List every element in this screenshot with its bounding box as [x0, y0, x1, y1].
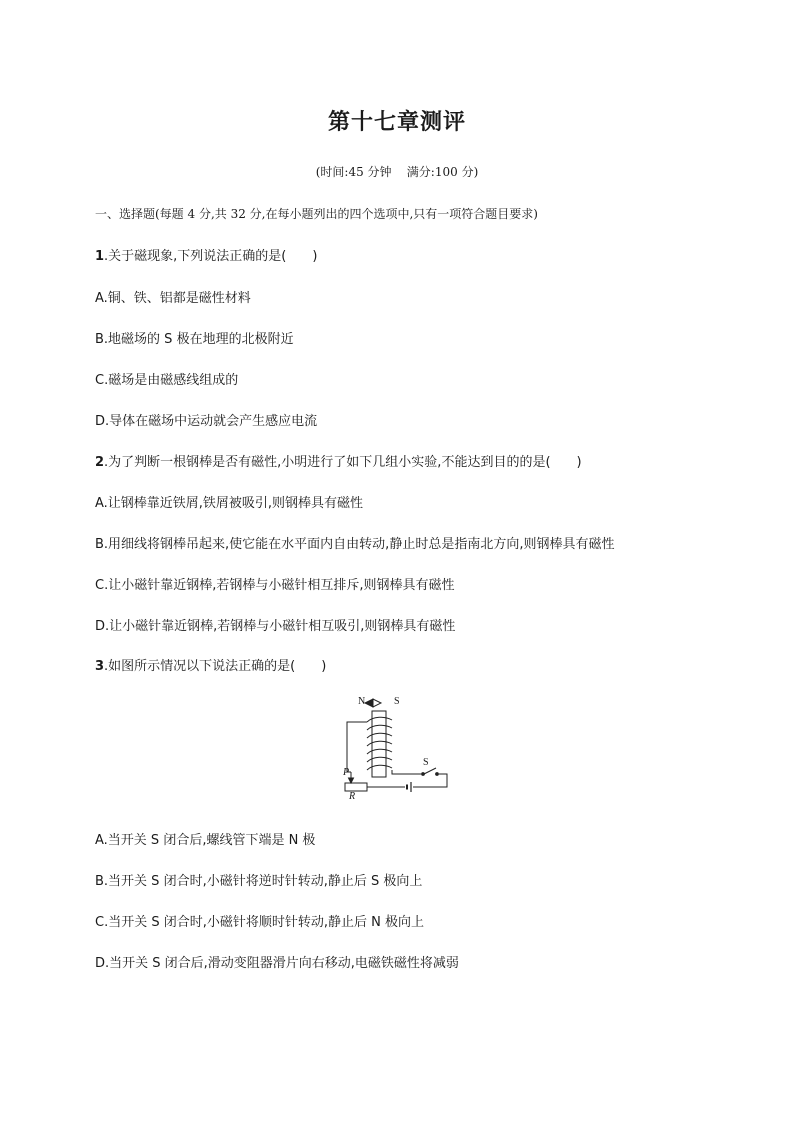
section-heading: 一、选择题(每题 4 分,共 32 分,在每小题列出的四个选项中,只有一项符合题目要求)	[95, 207, 538, 221]
question-2-option-d: D.让小磁针靠近钢棒,若钢棒与小磁针相互吸引,则钢棒具有磁性	[95, 619, 456, 634]
question-1-option-b: B.地磁场的 S 极在地理的北极附近	[95, 332, 294, 347]
switch-blade	[424, 768, 436, 774]
label-switch-s: S	[423, 757, 429, 768]
solenoid-core	[372, 711, 386, 777]
compass-needle-n-half	[365, 699, 373, 707]
question-number: 1	[95, 249, 105, 264]
question-1-option-a: A.铜、铁、铝都是磁性材料	[95, 291, 251, 306]
question-1-option-c: C.磁场是由磁感线组成的	[95, 373, 239, 388]
question-1-option-d: D.导体在磁场中运动就会产生感应电流	[95, 414, 318, 429]
question-3-option-b: B.当开关 S 闭合时,小磁针将逆时针转动,静止后 S 极向上	[95, 874, 423, 889]
switch-pivot	[422, 773, 425, 776]
question-2-stem	[95, 451, 582, 470]
question-text: .如图所示情况以下说法正确的是( )	[104, 659, 327, 674]
question-number: 3	[95, 659, 105, 674]
question-number: 2	[95, 455, 105, 470]
question-text: .为了判断一根钢棒是否有磁性,小明进行了如下几组小实验,不能达到目的的是( )	[104, 455, 582, 470]
question-3-stem	[95, 655, 326, 674]
page-title: 第十七章测评	[327, 110, 466, 135]
question-2-option-c: C.让小磁针靠近钢棒,若钢棒与小磁针相互排斥,则钢棒具有磁性	[95, 578, 455, 593]
wire-coil-switch	[392, 770, 421, 774]
label-s-needle: S	[394, 696, 400, 707]
label-r: R	[349, 791, 356, 802]
question-3-option-a: A.当开关 S 闭合后,螺线管下端是 N 极	[95, 833, 316, 848]
circuit-diagram-drawing	[335, 690, 455, 805]
exam-info: (时间:45 分钟 满分:100 分)	[315, 165, 479, 179]
question-2-option-a: A.让钢棒靠近铁屑,铁屑被吸引,则钢棒具有磁性	[95, 496, 364, 511]
slider-arrowhead	[349, 778, 354, 783]
switch-contact	[436, 773, 439, 776]
wire-right	[413, 774, 447, 787]
compass-needle-s-half	[373, 699, 381, 707]
label-n: N	[358, 696, 366, 707]
question-3-option-d: D.当开关 S 闭合后,滑动变阻器滑片向右移动,电磁铁磁性将减弱	[95, 956, 459, 971]
question-2-option-b: B.用细线将钢棒吊起来,使它能在水平面内自由转动,静止时总是指南北方向,则钢棒具有磁性	[95, 537, 615, 552]
label-p: P	[343, 767, 350, 778]
question-text: .关于磁现象,下列说法正确的是( )	[104, 249, 318, 264]
question-3-option-c: C.当开关 S 闭合时,小磁针将顺时针转动,静止后 N 极向上	[95, 915, 424, 930]
wire-left	[347, 722, 367, 772]
circuit-diagram	[335, 690, 455, 805]
question-1-stem	[95, 245, 317, 264]
rheostat	[345, 783, 367, 791]
